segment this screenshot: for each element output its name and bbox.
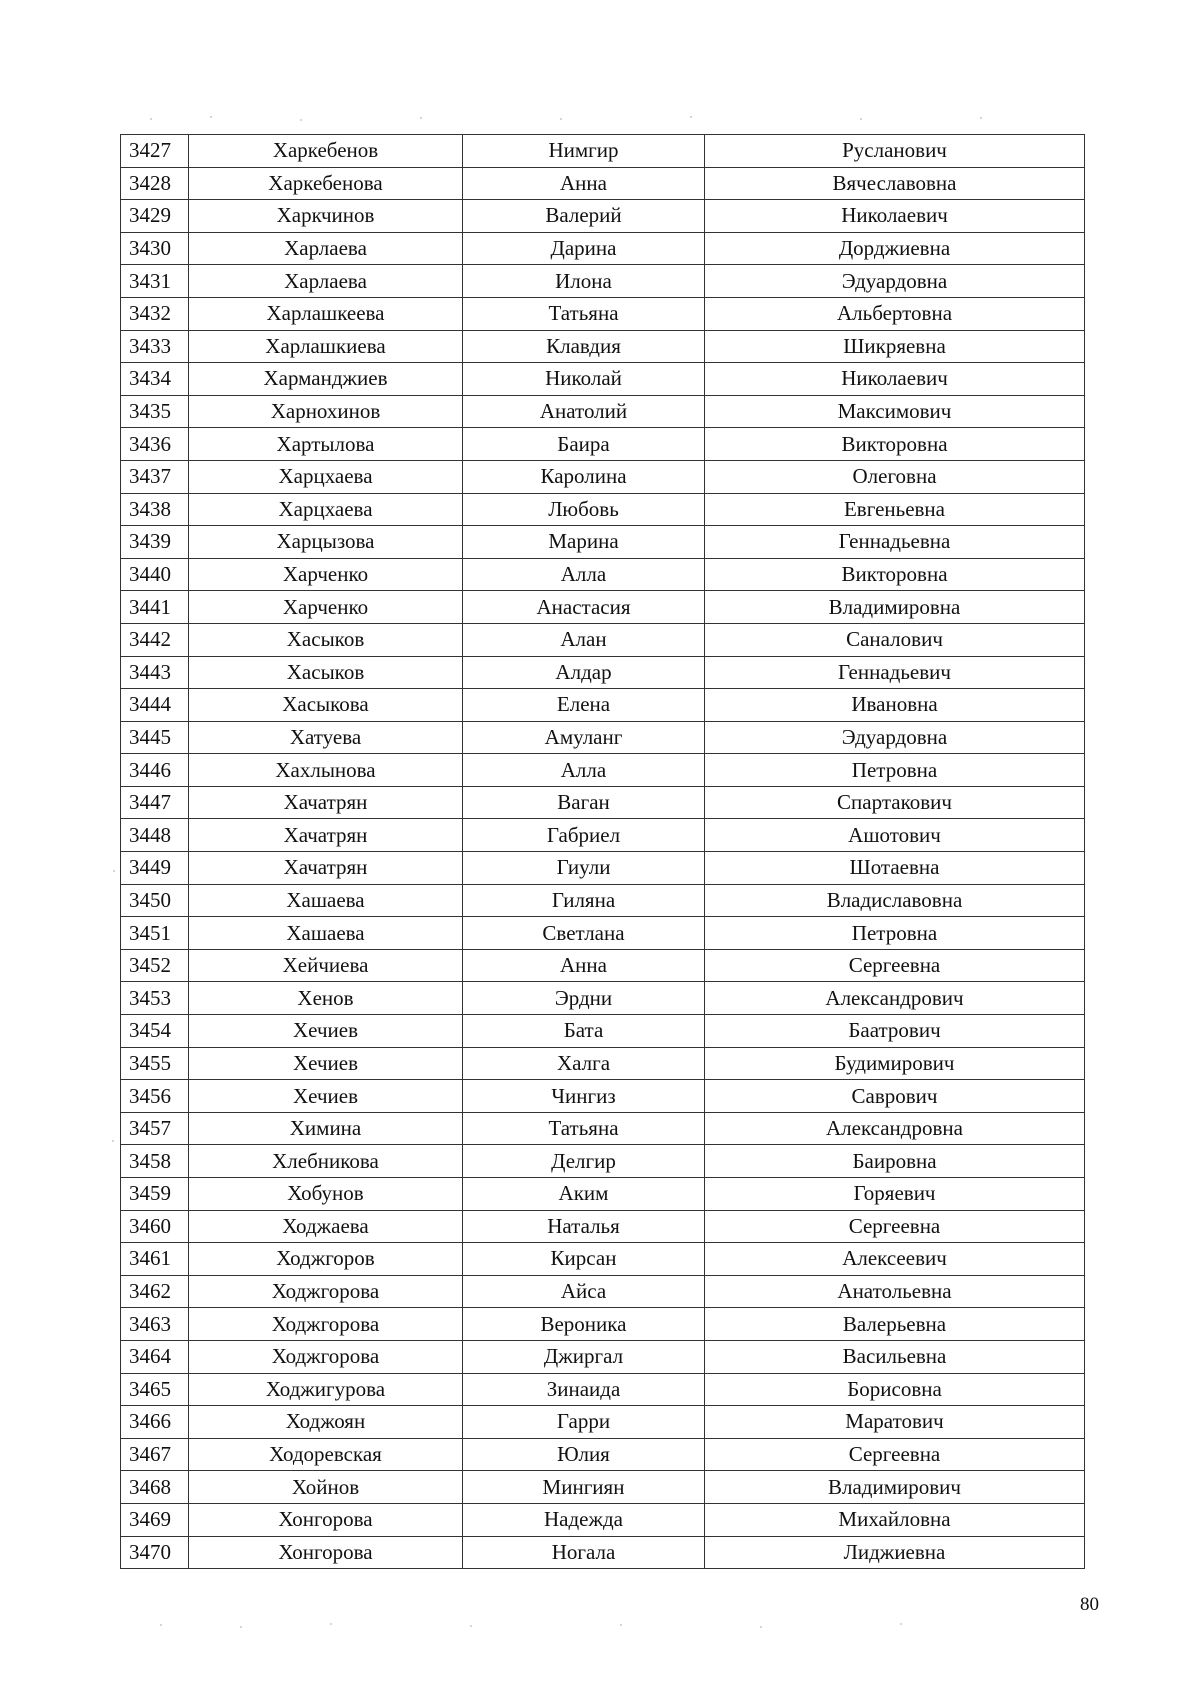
patronymic-cell: Викторовна — [705, 428, 1085, 461]
last-name-cell: Ходоревская — [189, 1438, 463, 1471]
last-name-cell: Харлаева — [189, 232, 463, 265]
table-row — [121, 167, 1085, 200]
table-row — [121, 1438, 1085, 1471]
scan-speck — [240, 1626, 242, 1628]
patronymic-cell: Геннадьевна — [705, 526, 1085, 559]
first-name-cell: Алла — [463, 754, 705, 787]
scan-speck — [470, 1625, 472, 1627]
last-name-cell: Харлашкиева — [189, 330, 463, 363]
patronymic-cell: Викторовна — [705, 558, 1085, 591]
last-name-cell: Хейчиева — [189, 949, 463, 982]
first-name-cell: Дарина — [463, 232, 705, 265]
last-name-cell: Хашаева — [189, 917, 463, 950]
table-row — [121, 1210, 1085, 1243]
row-number-cell: 3466 — [121, 1406, 189, 1439]
scan-speck — [150, 118, 152, 120]
last-name-cell: Хартылова — [189, 428, 463, 461]
patronymic-cell: Сергеевна — [705, 1210, 1085, 1243]
first-name-cell: Нимгир — [463, 135, 705, 168]
last-name-cell: Хачатрян — [189, 786, 463, 819]
row-number-cell: 3454 — [121, 1015, 189, 1048]
table-row — [121, 1243, 1085, 1276]
table-row — [121, 1015, 1085, 1048]
table-row — [121, 949, 1085, 982]
table-row — [121, 330, 1085, 363]
patronymic-cell: Олеговна — [705, 460, 1085, 493]
first-name-cell: Илона — [463, 265, 705, 298]
scan-speck — [300, 119, 302, 121]
scan-speck — [860, 118, 862, 120]
table-row — [121, 1112, 1085, 1145]
row-number-cell: 3448 — [121, 819, 189, 852]
row-number-cell: 3461 — [121, 1243, 189, 1276]
row-number-cell: 3469 — [121, 1503, 189, 1536]
first-name-cell: Наталья — [463, 1210, 705, 1243]
row-number-cell: 3468 — [121, 1471, 189, 1504]
row-number-cell: 3470 — [121, 1536, 189, 1569]
scan-speck — [420, 117, 422, 119]
last-name-cell: Харкебенов — [189, 135, 463, 168]
row-number-cell: 3439 — [121, 526, 189, 559]
row-number-cell: 3432 — [121, 297, 189, 330]
first-name-cell: Елена — [463, 689, 705, 722]
first-name-cell: Клавдия — [463, 330, 705, 363]
row-number-cell: 3453 — [121, 982, 189, 1015]
table-row — [121, 558, 1085, 591]
first-name-cell: Мингиян — [463, 1471, 705, 1504]
first-name-cell: Любовь — [463, 493, 705, 526]
table-row — [121, 1178, 1085, 1211]
patronymic-cell: Эдуардовна — [705, 721, 1085, 754]
row-number-cell: 3430 — [121, 232, 189, 265]
table-row — [121, 1373, 1085, 1406]
row-number-cell: 3442 — [121, 623, 189, 656]
patronymic-cell: Баатрович — [705, 1015, 1085, 1048]
last-name-cell: Харченко — [189, 558, 463, 591]
scan-speck — [112, 1140, 114, 1142]
first-name-cell: Вероника — [463, 1308, 705, 1341]
last-name-cell: Хечиев — [189, 1015, 463, 1048]
table-row — [121, 656, 1085, 689]
scan-speck — [113, 870, 115, 872]
row-number-cell: 3433 — [121, 330, 189, 363]
patronymic-cell: Спартакович — [705, 786, 1085, 819]
last-name-cell: Хечиев — [189, 1080, 463, 1113]
patronymic-cell: Васильевна — [705, 1340, 1085, 1373]
last-name-cell: Хойнов — [189, 1471, 463, 1504]
row-number-cell: 3440 — [121, 558, 189, 591]
last-name-cell: Харманджиев — [189, 363, 463, 396]
last-name-cell: Хлебникова — [189, 1145, 463, 1178]
row-number-cell: 3465 — [121, 1373, 189, 1406]
first-name-cell: Габриел — [463, 819, 705, 852]
first-name-cell: Бата — [463, 1015, 705, 1048]
last-name-cell: Харченко — [189, 591, 463, 624]
row-number-cell: 3456 — [121, 1080, 189, 1113]
table-row — [121, 1145, 1085, 1178]
row-number-cell: 3429 — [121, 200, 189, 233]
first-name-cell: Каролина — [463, 460, 705, 493]
patronymic-cell: Альбертовна — [705, 297, 1085, 330]
table-row — [121, 1308, 1085, 1341]
patronymic-cell: Баировна — [705, 1145, 1085, 1178]
first-name-cell: Ваган — [463, 786, 705, 819]
patronymic-cell: Владиславовна — [705, 884, 1085, 917]
row-number-cell: 3464 — [121, 1340, 189, 1373]
patronymic-cell: Шикряевна — [705, 330, 1085, 363]
table-row — [121, 395, 1085, 428]
roster-table — [120, 134, 1085, 1569]
table-row — [121, 623, 1085, 656]
patronymic-cell: Владимирович — [705, 1471, 1085, 1504]
patronymic-cell: Михайловна — [705, 1503, 1085, 1536]
scan-speck — [620, 1624, 622, 1626]
patronymic-cell: Сергеевна — [705, 1438, 1085, 1471]
first-name-cell: Гиляна — [463, 884, 705, 917]
first-name-cell: Гарри — [463, 1406, 705, 1439]
patronymic-cell: Борисовна — [705, 1373, 1085, 1406]
row-number-cell: 3427 — [121, 135, 189, 168]
first-name-cell: Чингиз — [463, 1080, 705, 1113]
first-name-cell: Татьяна — [463, 297, 705, 330]
last-name-cell: Ходжигурова — [189, 1373, 463, 1406]
first-name-cell: Анна — [463, 949, 705, 982]
patronymic-cell: Евгеньевна — [705, 493, 1085, 526]
patronymic-cell: Валерьевна — [705, 1308, 1085, 1341]
first-name-cell: Гиули — [463, 852, 705, 885]
table-row — [121, 754, 1085, 787]
table-row — [121, 297, 1085, 330]
last-name-cell: Хашаева — [189, 884, 463, 917]
last-name-cell: Химина — [189, 1112, 463, 1145]
patronymic-cell: Вячеславовна — [705, 167, 1085, 200]
table-row — [121, 721, 1085, 754]
row-number-cell: 3446 — [121, 754, 189, 787]
row-number-cell: 3438 — [121, 493, 189, 526]
patronymic-cell: Саналович — [705, 623, 1085, 656]
last-name-cell: Хасыков — [189, 623, 463, 656]
row-number-cell: 3437 — [121, 460, 189, 493]
scan-speck — [330, 1623, 332, 1625]
patronymic-cell: Будимирович — [705, 1047, 1085, 1080]
patronymic-cell: Геннадьевич — [705, 656, 1085, 689]
patronymic-cell: Сергеевна — [705, 949, 1085, 982]
last-name-cell: Харцхаева — [189, 460, 463, 493]
first-name-cell: Юлия — [463, 1438, 705, 1471]
table-row — [121, 460, 1085, 493]
scan-speck — [900, 1623, 902, 1625]
last-name-cell: Ходжоян — [189, 1406, 463, 1439]
first-name-cell: Алдар — [463, 656, 705, 689]
first-name-cell: Анатолий — [463, 395, 705, 428]
first-name-cell: Баира — [463, 428, 705, 461]
last-name-cell: Ходжгорова — [189, 1308, 463, 1341]
last-name-cell: Хатуева — [189, 721, 463, 754]
table-row — [121, 200, 1085, 233]
first-name-cell: Аким — [463, 1178, 705, 1211]
row-number-cell: 3444 — [121, 689, 189, 722]
row-number-cell: 3436 — [121, 428, 189, 461]
row-number-cell: 3458 — [121, 1145, 189, 1178]
table-row — [121, 884, 1085, 917]
first-name-cell: Эрдни — [463, 982, 705, 1015]
patronymic-cell: Ивановна — [705, 689, 1085, 722]
first-name-cell: Николай — [463, 363, 705, 396]
last-name-cell: Хачатрян — [189, 819, 463, 852]
first-name-cell: Валерий — [463, 200, 705, 233]
row-number-cell: 3447 — [121, 786, 189, 819]
first-name-cell: Анастасия — [463, 591, 705, 624]
patronymic-cell: Шотаевна — [705, 852, 1085, 885]
table-row — [121, 1275, 1085, 1308]
first-name-cell: Алла — [463, 558, 705, 591]
last-name-cell: Ходжгорова — [189, 1275, 463, 1308]
last-name-cell: Хобунов — [189, 1178, 463, 1211]
first-name-cell: Светлана — [463, 917, 705, 950]
row-number-cell: 3452 — [121, 949, 189, 982]
row-number-cell: 3459 — [121, 1178, 189, 1211]
patronymic-cell: Дорджиевна — [705, 232, 1085, 265]
first-name-cell: Ногала — [463, 1536, 705, 1569]
table-row — [121, 786, 1085, 819]
table-row — [121, 1080, 1085, 1113]
last-name-cell: Харлашкеева — [189, 297, 463, 330]
patronymic-cell: Ашотович — [705, 819, 1085, 852]
table-row — [121, 917, 1085, 950]
patronymic-cell: Максимович — [705, 395, 1085, 428]
last-name-cell: Харнохинов — [189, 395, 463, 428]
first-name-cell: Джиргал — [463, 1340, 705, 1373]
roster-table-body — [121, 135, 1085, 1569]
last-name-cell: Харцхаева — [189, 493, 463, 526]
patronymic-cell: Петровна — [705, 754, 1085, 787]
patronymic-cell: Алексеевич — [705, 1243, 1085, 1276]
first-name-cell: Татьяна — [463, 1112, 705, 1145]
first-name-cell: Делгир — [463, 1145, 705, 1178]
row-number-cell: 3445 — [121, 721, 189, 754]
row-number-cell: 3467 — [121, 1438, 189, 1471]
table-row — [121, 135, 1085, 168]
table-row — [121, 363, 1085, 396]
table-row — [121, 591, 1085, 624]
last-name-cell: Хасыкова — [189, 689, 463, 722]
patronymic-cell: Горяевич — [705, 1178, 1085, 1211]
patronymic-cell: Эдуардовна — [705, 265, 1085, 298]
last-name-cell: Хасыков — [189, 656, 463, 689]
patronymic-cell: Николаевич — [705, 200, 1085, 233]
table-row — [121, 1406, 1085, 1439]
page-number: 80 — [1080, 1594, 1099, 1615]
first-name-cell: Халга — [463, 1047, 705, 1080]
last-name-cell: Хенов — [189, 982, 463, 1015]
row-number-cell: 3450 — [121, 884, 189, 917]
row-number-cell: 3462 — [121, 1275, 189, 1308]
row-number-cell: 3443 — [121, 656, 189, 689]
table-row — [121, 819, 1085, 852]
first-name-cell: Зинаида — [463, 1373, 705, 1406]
last-name-cell: Харцызова — [189, 526, 463, 559]
scan-speck — [560, 118, 562, 120]
row-number-cell: 3451 — [121, 917, 189, 950]
row-number-cell: 3428 — [121, 167, 189, 200]
table-row — [121, 265, 1085, 298]
scan-speck — [980, 117, 982, 119]
row-number-cell: 3431 — [121, 265, 189, 298]
scan-speck — [210, 116, 212, 118]
table-row — [121, 232, 1085, 265]
last-name-cell: Хонгорова — [189, 1536, 463, 1569]
scan-speck — [690, 116, 692, 118]
scan-speck — [760, 1626, 762, 1628]
table-row — [121, 1340, 1085, 1373]
last-name-cell: Харлаева — [189, 265, 463, 298]
last-name-cell: Харкчинов — [189, 200, 463, 233]
row-number-cell: 3434 — [121, 363, 189, 396]
row-number-cell: 3463 — [121, 1308, 189, 1341]
patronymic-cell: Владимировна — [705, 591, 1085, 624]
patronymic-cell: Лиджиевна — [705, 1536, 1085, 1569]
first-name-cell: Кирсан — [463, 1243, 705, 1276]
patronymic-cell: Александрович — [705, 982, 1085, 1015]
last-name-cell: Ходжгоров — [189, 1243, 463, 1276]
first-name-cell: Алан — [463, 623, 705, 656]
row-number-cell: 3441 — [121, 591, 189, 624]
scan-speck — [160, 1624, 162, 1626]
last-name-cell: Хечиев — [189, 1047, 463, 1080]
table-row — [121, 982, 1085, 1015]
table-row — [121, 493, 1085, 526]
row-number-cell: 3449 — [121, 852, 189, 885]
last-name-cell: Хачатрян — [189, 852, 463, 885]
table-row — [121, 1503, 1085, 1536]
patronymic-cell: Русланович — [705, 135, 1085, 168]
row-number-cell: 3460 — [121, 1210, 189, 1243]
patronymic-cell: Александровна — [705, 1112, 1085, 1145]
first-name-cell: Надежда — [463, 1503, 705, 1536]
table-row — [121, 1471, 1085, 1504]
patronymic-cell: Маратович — [705, 1406, 1085, 1439]
first-name-cell: Айса — [463, 1275, 705, 1308]
patronymic-cell: Анатольевна — [705, 1275, 1085, 1308]
last-name-cell: Ходжгорова — [189, 1340, 463, 1373]
table-row — [121, 852, 1085, 885]
patronymic-cell: Петровна — [705, 917, 1085, 950]
table-row — [121, 689, 1085, 722]
first-name-cell: Марина — [463, 526, 705, 559]
first-name-cell: Анна — [463, 167, 705, 200]
patronymic-cell: Николаевич — [705, 363, 1085, 396]
row-number-cell: 3455 — [121, 1047, 189, 1080]
last-name-cell: Хахлынова — [189, 754, 463, 787]
last-name-cell: Ходжаева — [189, 1210, 463, 1243]
patronymic-cell: Саврович — [705, 1080, 1085, 1113]
table-row — [121, 1536, 1085, 1569]
last-name-cell: Харкебенова — [189, 167, 463, 200]
last-name-cell: Хонгорова — [189, 1503, 463, 1536]
table-row — [121, 1047, 1085, 1080]
row-number-cell: 3457 — [121, 1112, 189, 1145]
row-number-cell: 3435 — [121, 395, 189, 428]
table-row — [121, 526, 1085, 559]
first-name-cell: Амуланг — [463, 721, 705, 754]
table-row — [121, 428, 1085, 461]
